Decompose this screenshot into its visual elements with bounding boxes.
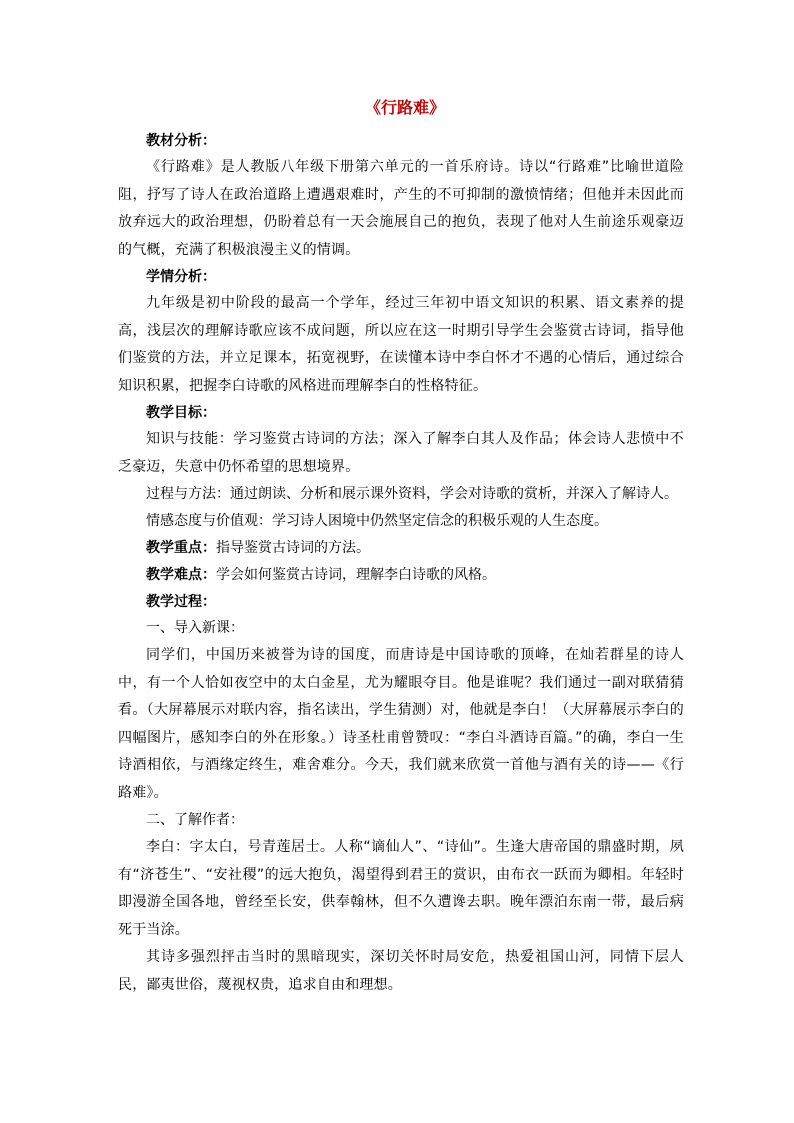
teaching-key-point (118, 535, 684, 562)
teaching-goals-heading: 教学目标： (146, 405, 216, 421)
difficulty-text: 学会如何鉴赏古诗词，理解李白诗歌的风格。 (216, 567, 496, 583)
teaching-difficulty (118, 562, 684, 589)
step-intro-heading: 一、导入新课： (146, 620, 244, 636)
goal-attitude-values: 情感态度与价值观：学习诗人困境中仍然坚定信念的积极乐观的人生态度。 (146, 513, 608, 529)
goal-process-methods: 过程与方法：通过朗读、分析和展示课外资料，学会对诗歌的赏析，并深入了解诗人。 (146, 486, 678, 502)
textbook-analysis-text: 《行路难》是人教版八年级下册第六单元的一首乐府诗。诗以“行路难”比喻世道险阻，抒写了诗人在政治道路上遭遇艰难时，产生的不可抑制的激愤情绪；但他并未因此而放弃远大的政治理想，仍盼着总有一天会施展自己的抱负，表现了他对人生前途乐观豪迈的气概，充满了积极浪漫主义的情调。 (118, 159, 684, 258)
difficulty-label: 教学难点： (146, 567, 216, 583)
poetry-style-text: 其诗多强烈抨击当时的黑暗现实，深切关怀时局安危，热爱祖国山河，同情下层人民，鄙夷世俗，蔑视权贵，追求自由和理想。 (118, 949, 684, 993)
key-point-label: 教学重点： (146, 540, 216, 556)
author-bio-text: 李白：字太白，号青莲居士。人称“谪仙人”、“诗仙”。生逢大唐帝国的鼎盛时期，夙有“济苍生”、“安社稷”的远大抱负，渴望得到君王的赏识，由布衣一跃而为卿相。年轻时即漫游全国各地，曾经至长安，供奉翰林，但不久遭谗去职。晚年漂泊东南一带，最后病死于当涂。 (118, 839, 684, 938)
student-analysis-heading: 学情分析： (146, 269, 216, 285)
step-author-heading: 二、了解作者： (146, 812, 244, 828)
goal-knowledge-skills: 知识与技能：学习鉴赏古诗词的方法；深入了解李白其人及作品；体会诗人悲愤中不乏豪迈，失意中仍怀希望的思想境界。 (118, 431, 684, 475)
student-analysis-text: 九年级是初中阶段的最高一个学年，经过三年初中语文知识的积累、语文素养的提高，浅层次的理解诗歌应该不成问题，所以应在这一时期引导学生会鉴赏古诗词，指导他们鉴赏的方法，并立足课本，拓宽视野，在读懂本诗中李白怀才不遇的心情后，通过综合知识积累，把握李白诗歌的风格进而理解李白的性格特征。 (118, 295, 684, 394)
document-page (118, 96, 684, 999)
teaching-process-heading: 教学过程： (146, 594, 216, 610)
step-intro-text: 同学们，中国历来被誉为诗的国度，而唐诗是中国诗歌的顶峰，在灿若群星的诗人中，有一个人恰如夜空中的太白金星，尤为耀眼夺目。他是谁呢？我们通过一副对联猜猜看。（大屏幕展示对联内容，指名读出，学生猜测）对，他就是李白！（大屏幕展示李白的四幅图片，感知李白的外在形象。）诗圣杜甫曾赞叹：“李白斗酒诗百篇。”的确，李白一生诗酒相依，与酒缘定终生，难舍难分。今天，我们就来欣赏一首他与酒有关的诗——《行路难》。 (118, 647, 684, 801)
document-title: 《行路难》 (364, 98, 445, 117)
textbook-analysis-heading: 教材分析： (146, 133, 216, 149)
key-point-text: 指导鉴赏古诗词的方法。 (216, 540, 370, 556)
